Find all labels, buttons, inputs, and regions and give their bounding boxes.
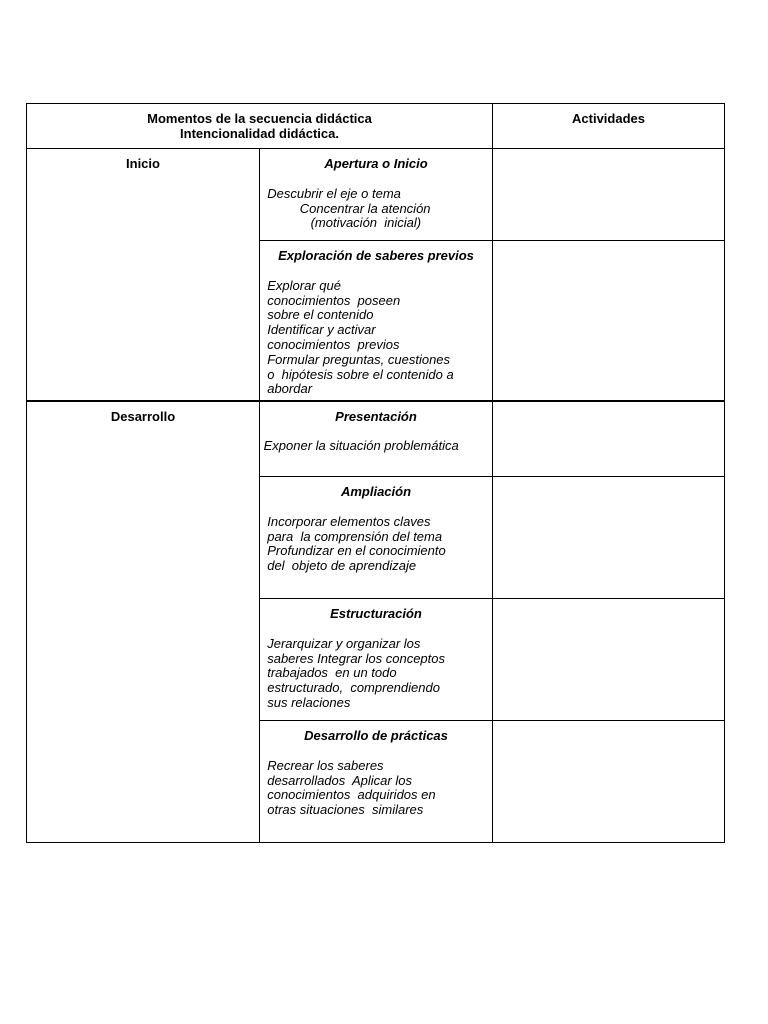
activities-cell-exploracion[interactable] [493,241,725,401]
phase-body-ampliacion [260,515,492,574]
header-intention-title: Intencionalidad didáctica. [180,125,339,141]
activities-cell-presentacion[interactable] [493,401,725,477]
phase-row-presentacion [27,401,725,477]
phase-line: conocimientos poseen [260,292,401,308]
phase-title-exploracion: Exploración de saberes previos [278,248,474,263]
phase-line: sobre el contenido [260,307,374,323]
phase-line: estructurado, comprendiendo [260,680,440,696]
phase-line: conocimientos previos [260,336,400,352]
phase-title-practicas: Desarrollo de prácticas [304,728,448,743]
phase-line: o hipótesis sobre el contenido a [260,366,454,382]
phase-line: Explorar qué [260,277,341,293]
phase-body-estructuracion [260,637,492,711]
phase-title-presentacion: Presentación [335,408,417,424]
header-activities-title: Actividades [572,111,645,126]
activities-cell-apertura[interactable] [493,149,725,241]
phase-line: otras situaciones similares [260,802,424,818]
phase-line: Incorporar elementos claves [260,513,431,529]
header-activities-cell [493,104,725,149]
phase-cell-exploracion [260,241,493,401]
phase-cell-apertura [260,149,493,241]
header-moments-cell [27,104,493,149]
phase-line: para la comprensión del tema [260,528,443,544]
phase-body-practicas [260,759,492,818]
phase-line: Recrear los saberes [260,757,384,773]
phase-line: Identificar y activar [260,322,376,338]
header-row [27,104,725,149]
phase-line: del objeto de aprendizaje [260,558,417,574]
phase-body-presentacion [260,439,492,454]
phase-title-apertura: Apertura o Inicio [324,156,428,171]
phase-line: Descubrir el eje o tema [260,185,401,201]
activities-cell-practicas[interactable] [493,721,725,843]
phase-line: sus relaciones [260,694,351,710]
header-moments-title: Momentos de la secuencia didáctica [147,111,372,126]
moment-desarrollo-label: Desarrollo [110,408,176,424]
moment-inicio-cell [27,149,260,401]
phase-line: Formular preguntas, cuestiones [260,351,451,367]
phase-cell-practicas [260,721,493,843]
moment-inicio-label: Inicio [126,156,160,171]
phase-title-ampliacion: Ampliación [340,484,412,499]
activities-cell-estructuracion[interactable] [493,599,725,721]
phase-body-apertura [260,187,492,231]
phase-line: (motivación inicial) [260,215,422,231]
phase-line: abordar [260,381,313,397]
activities-cell-ampliacion[interactable] [493,477,725,599]
phase-line: desarrollados Aplicar los [260,772,412,788]
phase-title-estructuracion: Estructuración [330,606,422,621]
phase-row-apertura [27,149,725,241]
phase-line: trabajados en un todo [260,665,397,681]
phase-line: saberes Integrar los conceptos [260,650,445,666]
didactic-sequence-table [26,103,725,843]
phase-body-exploracion [260,279,492,397]
phase-line: Exponer la situación problemática [260,438,459,454]
phase-cell-presentacion [260,401,493,477]
phase-cell-ampliacion [260,477,493,599]
phase-line: conocimientos adquiridos en [260,787,436,803]
phase-line: Profundizar en el conocimiento [260,543,446,559]
phase-line: Concentrar la atención [260,200,431,216]
phase-line: Jerarquizar y organizar los [260,635,421,651]
phase-cell-estructuracion [260,599,493,721]
moment-desarrollo-cell [27,401,260,843]
